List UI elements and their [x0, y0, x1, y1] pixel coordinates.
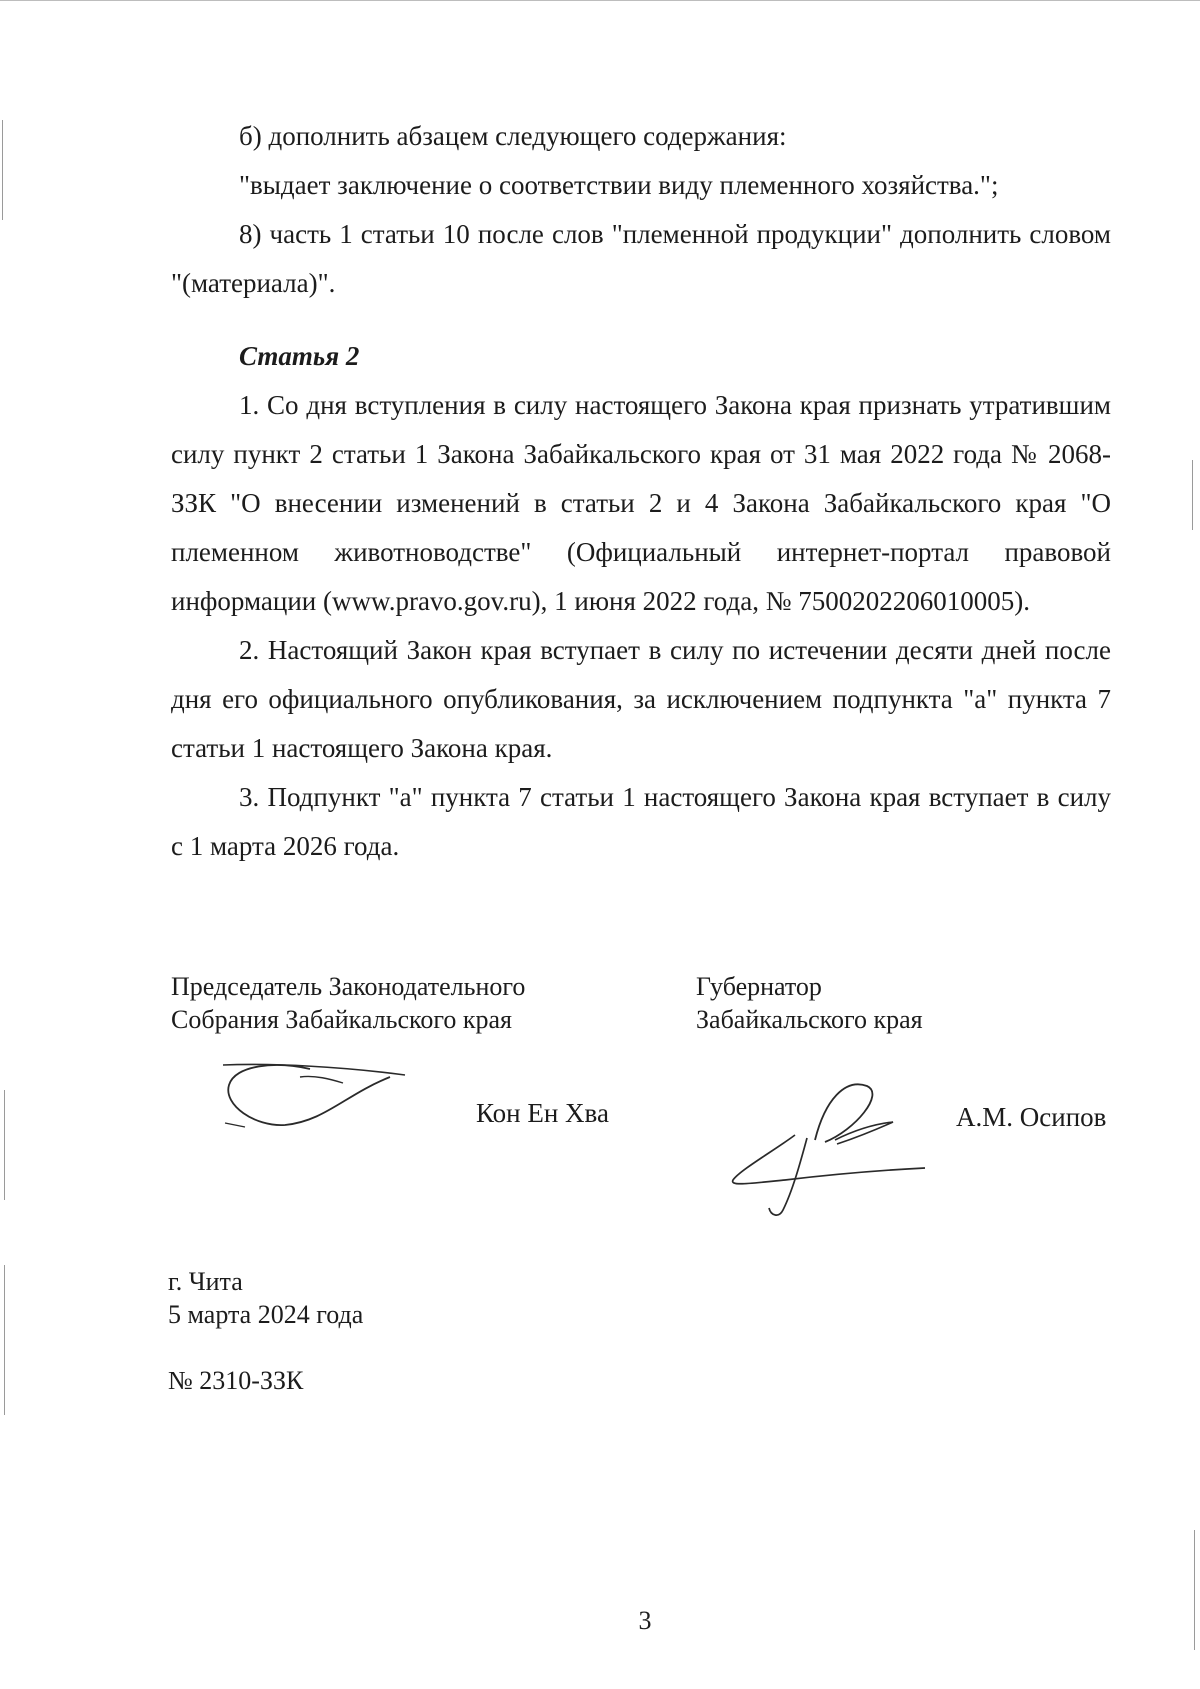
left-signatory-name: Кон Ен Хва — [476, 1098, 609, 1128]
law-number: № 2310-ЗЗК — [168, 1366, 304, 1395]
amendment-text — [171, 112, 1111, 308]
paragraph-8: 8) часть 1 статьи 10 после слов "племенной продукции" дополнить словом "(материала)". — [171, 219, 1111, 298]
scan-left-mark — [4, 1265, 5, 1415]
article-item-3: 3. Подпункт "а" пункта 7 статьи 1 настоящего Закона края вступает в силу с 1 марта 2026 года. — [171, 782, 1111, 861]
article-2 — [171, 332, 1111, 871]
left-signatory-title: Председатель Законодательного Собрания Забайкальского края — [171, 972, 526, 1034]
scan-left-mark — [4, 1090, 5, 1200]
right-signatory-name: А.М. Осипов — [956, 1102, 1107, 1132]
article-item-2: 2. Настоящий Закон края вступает в силу по истечении десяти дней после дня его официального опубликования, за исключением подпункта "а" пункта 7 статьи 1 настоящего Закона края. — [171, 635, 1111, 763]
page-number: 3 — [638, 1606, 652, 1635]
article-item-1: 1. Со дня вступления в силу настоящего Закона края признать утратившим силу пункт 2 статьи 1 Закона Забайкальского края от 31 мая 2022 года № 2068-ЗЗК "О внесении изменений в статьи 2 и 4 Закона Забайкальского края "О племенном животноводстве" (Официальный интернет-портал правовой информации (www.pravo.gov.ru), 1 июня 2022 года, № 7500202206010005). — [171, 390, 1111, 616]
paragraph-b: б) дополнить абзацем следующего содержания: — [239, 121, 787, 151]
right-signature-image — [725, 1080, 935, 1220]
scan-left-mark — [2, 120, 3, 220]
paragraph-quote: "выдает заключение о соответствии виду племенного хозяйства."; — [239, 170, 999, 200]
scan-top-edge — [0, 0, 1200, 3]
scan-right-mark — [1192, 460, 1193, 530]
right-signatory-title: Губернатор Забайкальского края — [696, 972, 923, 1034]
article-heading: Статья 2 — [239, 341, 360, 371]
city: г. Чита — [168, 1267, 243, 1296]
signing-date: 5 марта 2024 года — [168, 1300, 364, 1329]
left-signature-image — [215, 1055, 415, 1135]
